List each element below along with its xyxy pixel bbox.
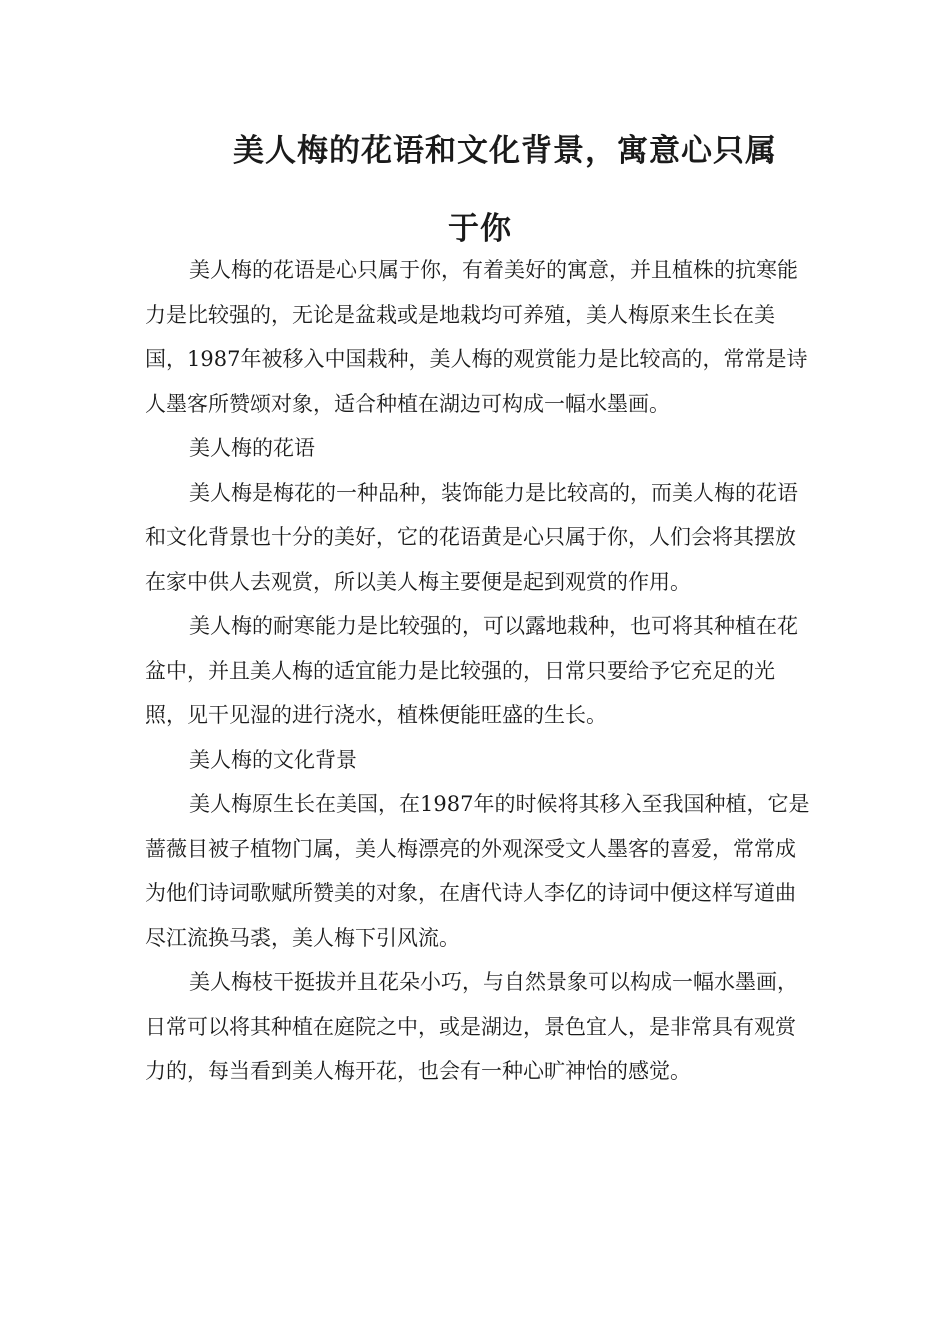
section-heading-flower-language: 美人梅的花语 (189, 436, 315, 460)
title-line-1: 美人梅的花语和文化背景，寓意心只属 (233, 133, 777, 169)
section-heading-cultural-background: 美人梅的文化背景 (189, 747, 357, 772)
paragraph-ornamental-value: 美人梅枝干挺拔并且花朵小巧，与自然景象可以构成一幅水墨画，日常可以将其种植在庭院之中，或是湖边，景色宜人，是非常具有观赏力的，每当看到美人梅开花，也会有一种心旷神怡的感觉。 (145, 970, 798, 1083)
paragraph-flower-language: 美人梅是梅花的一种品种，装饰能力是比较高的，而美人梅的花语和文化背景也十分的美好，它的花语黄是心只属于你，人们会将其摆放在家中供人去观赏，所以美人梅主要便是起到观赏的作用。 (145, 480, 798, 594)
paragraph-intro: 美人梅的花语是心只属于你，有着美好的寓意，并且植株的抗寒能力是比较强的，无论是盆栽或是地栽均可养殖，美人梅原来生长在美国，1987年被移入中国栽种，美人梅的观赏能力是比较高的，常常是诗人墨客所赞颂对象，适合种植在湖边可构成一幅水墨画。 (145, 258, 808, 416)
document-body (145, 248, 810, 1094)
title-line-2: 于你 (448, 211, 512, 247)
document-title (145, 112, 815, 268)
paragraph-cold-tolerance: 美人梅的耐寒能力是比较强的，可以露地栽种，也可将其种植在花盆中，并且美人梅的适宜能力是比较强的，日常只要给予它充足的光照，见干见湿的进行浇水，植株便能旺盛的生长。 (145, 614, 798, 727)
paragraph-cultural-background: 美人梅原生长在美国，在1987年的时候将其移入至我国种植，它是蔷薇目被子植物门属，美人梅漂亮的外观深受文人墨客的喜爱，常常成为他们诗词歌赋所赞美的对象，在唐代诗人李亿的诗词中便这样写道曲尽江流换马裘，美人梅下引风流。 (145, 792, 810, 950)
